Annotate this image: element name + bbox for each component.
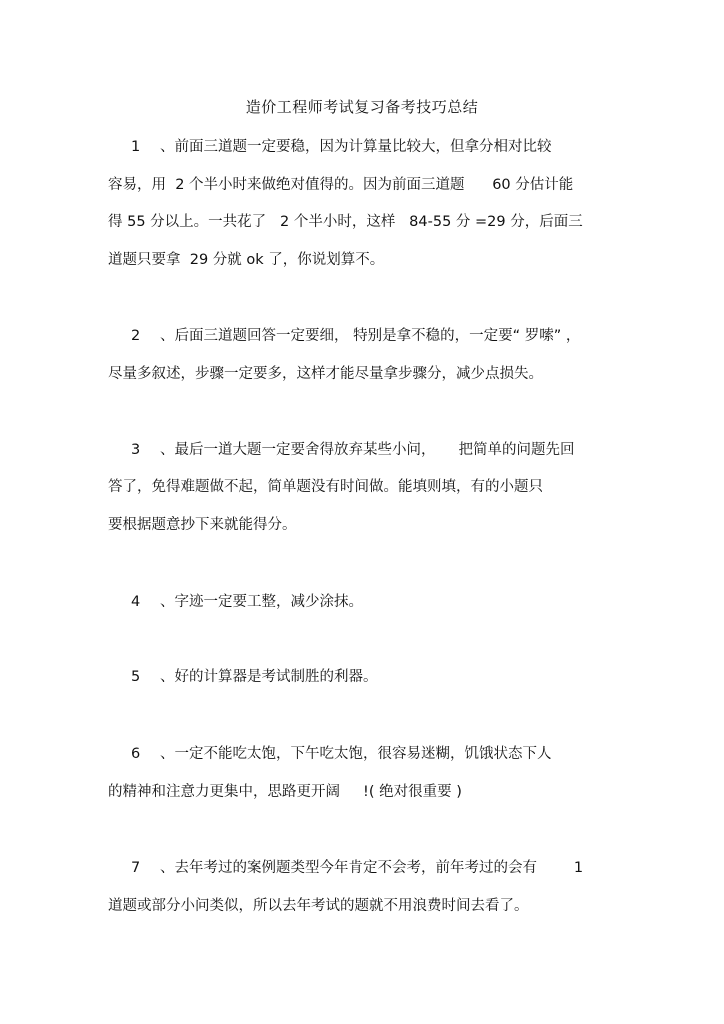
paragraph-line: 道题只要拿 29 分就 ok 了，你说划算不。 [108,252,385,268]
item-number: 7 [131,860,141,876]
paragraph-line: 答了，免得难题做不起，简单题没有时间做。能填则填，有的小题只 [108,479,543,495]
item-number: 6 [131,746,141,762]
item-number: 5 [131,669,141,685]
paragraph-line: 、字迹一定要工整，减少涂抹。 [160,594,363,610]
paragraph-line: 得 55 分以上。一共花了 2 个半小时，这样 84-55 分 =29 分，后面三 [108,214,583,230]
paragraph-line: 道题或部分小问类似，所以去年考试的题就不用浪费时间去看了。 [108,898,529,914]
paragraph-line: 、后面三道题回答一定要细， 特别是拿不稳的，一定要“ 罗嗦” ， [160,328,581,344]
paragraph-line: 、一定不能吃太饱，下午吃太饱，很容易迷糊，饥饿状态下人 [160,746,552,762]
item-number: 2 [131,328,141,344]
item-number: 1 [131,139,141,155]
paragraph-line: 的精神和注意力更集中，思路更开阔 !( 绝对很重要 ) [108,784,462,800]
paragraph-line: 、去年考过的案例题类型今年肯定不会考，前年考过的会有 1 [160,860,584,876]
item-number: 4 [131,594,141,610]
paragraph-line: 容易，用 2 个半小时来做绝对值得的。因为前面三道题 60 分估计能 [108,177,574,193]
document-title: 造价工程师考试复习备考技巧总结 [245,98,479,116]
item-number: 3 [131,442,141,458]
paragraph-line: 、好的计算器是考试制胜的利器。 [160,669,378,685]
paragraph-line: 要根据题意抄下来就能得分。 [108,517,297,533]
paragraph-line: 、最后一道大题一定要舍得放弃某些小问， 把简单的问题先回 [160,442,575,458]
paragraph-line: 尽量多叙述，步骤一定要多，这样才能尽量拿步骤分，减少点损失。 [108,366,543,382]
paragraph-line: 、前面三道题一定要稳，因为计算量比较大，但拿分相对比较 [160,139,552,155]
